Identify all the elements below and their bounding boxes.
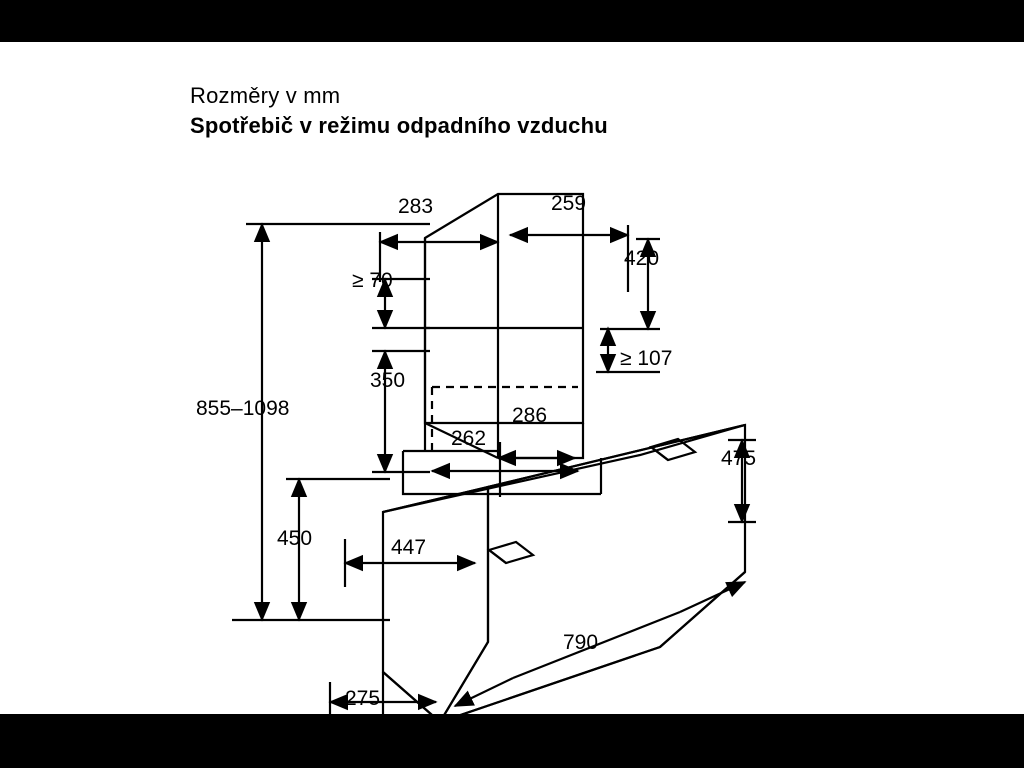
dim-hood-front-width: 447 bbox=[391, 536, 427, 559]
dim-total-height-range: 855–1098 bbox=[196, 397, 290, 420]
hood-dimension-drawing bbox=[0, 42, 1024, 714]
page-subtitle: Rozměry v mm bbox=[190, 83, 341, 108]
dim-min-gap-top: ≥ 70 bbox=[352, 269, 393, 292]
dim-chimney-depth-top: 259 bbox=[551, 192, 587, 215]
dim-chimney-lower-height: 350 bbox=[370, 369, 406, 392]
dim-min-depth-clearance: ≥ 107 bbox=[620, 347, 673, 370]
dim-chimney-lower-width: 262 bbox=[451, 427, 487, 450]
page-title: Spotřebič v režimu odpadního vzduchu bbox=[190, 113, 608, 138]
dim-chimney-upper-width: 283 bbox=[398, 195, 434, 218]
diagram-sheet bbox=[0, 42, 1024, 714]
dim-hood-depth: 275 bbox=[345, 687, 381, 710]
dim-hood-width: 790 bbox=[563, 631, 599, 654]
dim-hood-body-height: 475 bbox=[721, 447, 757, 470]
dim-lower-section-height: 450 bbox=[277, 527, 313, 550]
dim-chimney-upper-height: 420 bbox=[624, 247, 660, 270]
dim-chimney-lower-depth: 286 bbox=[512, 404, 548, 427]
